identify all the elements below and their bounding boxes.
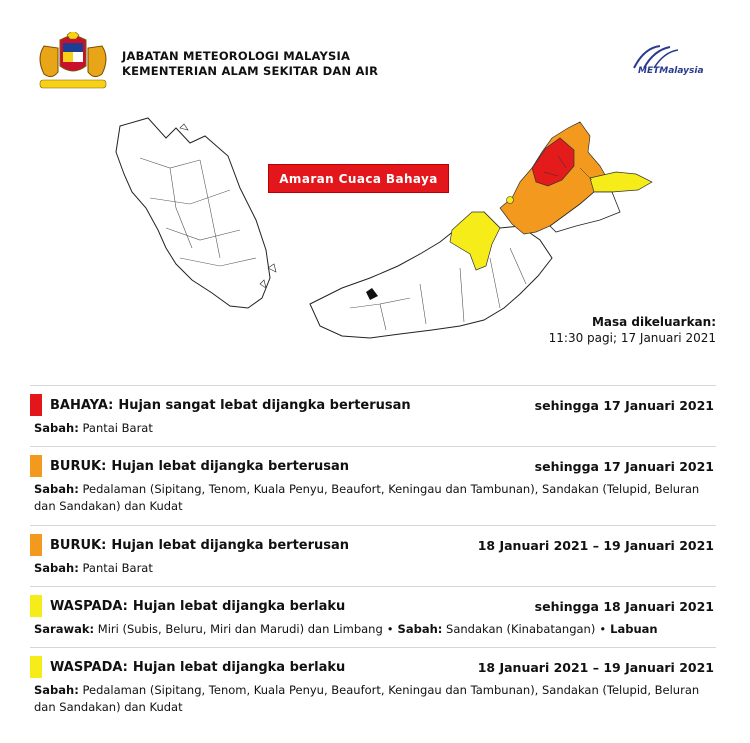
bullet-separator: • <box>599 622 607 636</box>
warning-areas <box>34 481 716 515</box>
state-label: Sabah: <box>34 482 79 496</box>
warning-description: Hujan sangat lebat dijangka berterusan <box>118 397 411 413</box>
state-label: Sabah: <box>34 683 79 697</box>
warning-item <box>30 525 716 586</box>
warning-description: Hujan lebat dijangka berterusan <box>111 537 350 553</box>
state-label: Sabah: <box>34 421 79 435</box>
warning-period: sehingga 17 Januari 2021 <box>534 458 714 474</box>
warning-areas <box>34 621 716 638</box>
area-list: Pantai Barat <box>82 421 153 435</box>
peninsular-malaysia-region <box>116 118 270 308</box>
issued-time <box>549 314 716 346</box>
area-list: Miri (Subis, Beluru, Miri dan Marudi) dan Limbang <box>97 622 383 636</box>
warning-color-swatch <box>30 455 42 477</box>
warning-color-swatch <box>30 534 42 556</box>
warning-item <box>30 647 716 726</box>
warning-period: 18 Januari 2021 – 19 Januari 2021 <box>477 537 714 553</box>
malaysia-coat-of-arms-icon <box>30 32 116 90</box>
org-line-2: KEMENTERIAN ALAM SEKITAR DAN AIR <box>122 64 379 78</box>
area-list: Pedalaman (Sipitang, Tenom, Kuala Penyu, Beaufort, Keningau dan Tambunan), Sandakan (Telupid, Beluran dan Sandakan) dan Kudat <box>34 683 700 714</box>
area-list: Sandakan (Kinabatangan) <box>446 622 596 636</box>
warning-areas <box>34 682 716 716</box>
organization-name <box>122 49 378 79</box>
warning-color-swatch <box>30 595 42 617</box>
sarawak-region <box>310 212 552 338</box>
warning-level: BAHAYA: <box>50 397 114 413</box>
labuan-region <box>507 197 514 204</box>
warning-areas <box>34 420 716 437</box>
warning-description: Hujan lebat dijangka berterusan <box>111 458 350 474</box>
header <box>30 32 720 92</box>
warning-item <box>30 446 716 525</box>
area-list: Pantai Barat <box>82 561 153 575</box>
warning-item <box>30 586 716 647</box>
warning-color-swatch <box>30 656 42 678</box>
area-list: Pedalaman (Sipitang, Tenom, Kuala Penyu, Beaufort, Keningau dan Tambunan), Sandakan (Telupid, Beluran dan Sandakan) dan Kudat <box>34 482 700 513</box>
issued-timestamp: 11:30 pagi; 17 Januari 2021 <box>548 331 716 345</box>
warning-item <box>30 385 716 446</box>
met-logo-text: METMalaysia <box>638 66 704 76</box>
warning-color-swatch <box>30 394 42 416</box>
state-label: Sabah: <box>34 561 79 575</box>
alert-level-banner: Amaran Cuaca Bahaya <box>268 164 449 193</box>
warning-period: sehingga 17 Januari 2021 <box>534 397 714 413</box>
state-label: Sarawak: <box>34 622 95 636</box>
met-malaysia-logo <box>630 44 710 84</box>
state-label: Sabah: <box>397 622 443 636</box>
bullet-separator: • <box>386 622 394 636</box>
warning-description: Hujan lebat dijangka berlaku <box>132 598 346 614</box>
warning-level: BURUK: <box>50 458 107 474</box>
warning-level: WASPADA: <box>50 659 128 675</box>
warning-level: WASPADA: <box>50 598 128 614</box>
state-label: Labuan <box>610 622 658 636</box>
warning-areas <box>34 560 716 577</box>
issued-label: Masa dikeluarkan: <box>591 315 716 329</box>
warning-level: BURUK: <box>50 537 107 553</box>
warning-period: sehingga 18 Januari 2021 <box>534 598 714 614</box>
org-line-1: JABATAN METEOROLOGI MALAYSIA <box>122 49 351 63</box>
warning-list <box>30 385 716 726</box>
warning-description: Hujan lebat dijangka berlaku <box>132 659 346 675</box>
warning-period: 18 Januari 2021 – 19 Januari 2021 <box>477 659 714 675</box>
